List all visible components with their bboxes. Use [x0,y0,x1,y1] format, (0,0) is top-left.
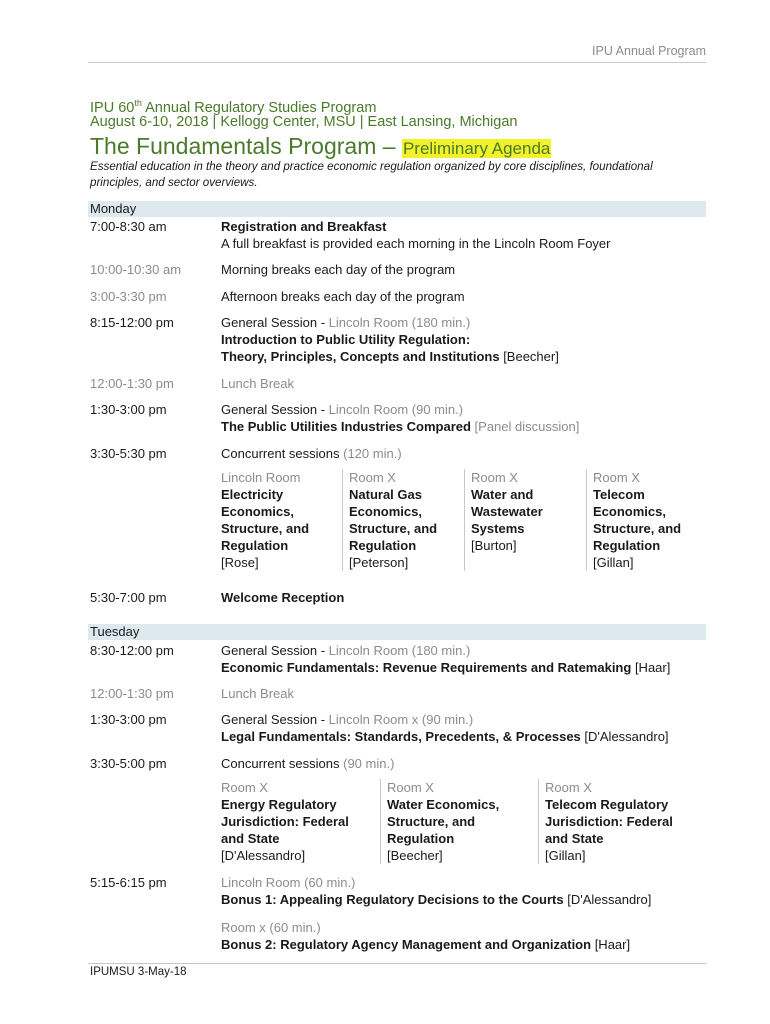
program-title: IPU 60th Annual Regulatory Studies Program [90,98,377,116]
time-slot: 3:30-5:00 pm [90,756,167,771]
day-header-monday: Monday [88,201,706,217]
agenda-item: Lincoln Room (60 min.) Bonus 1: Appealing Regulatory Decisions to the Courts [D'Alessandro] [221,875,652,907]
time-slot: 12:00-1:30 pm [90,376,174,391]
agenda-item: General Session - Lincoln Room x (90 min.) Legal Fundamentals: Standards, Precedents, & Processes [D'Alessandro] [221,712,669,744]
time-slot: 12:00-1:30 pm [90,686,174,701]
agenda-item: Afternoon breaks each day of the program [221,289,465,304]
time-slot: 5:15-6:15 pm [90,875,167,890]
agenda-item: Morning breaks each day of the program [221,262,456,277]
running-header: IPU Annual Program [88,44,706,63]
session-column: Room X Water Economics, Structure, and Regulation [Beecher] [380,779,538,864]
agenda-item: Registration and Breakfast A full breakfast is provided each morning in the Lincoln Room Foyer [221,219,611,251]
session-column: Room X Water and Wastewater Systems [Burton] [464,469,586,571]
agenda-item: Concurrent sessions (90 min.) [221,756,395,771]
session-column: Room X Natural Gas Economics, Structure, and Regulation [Peterson] [342,469,464,571]
agenda-item: Lunch Break [221,376,294,391]
time-slot: 8:30-12:00 pm [90,643,174,658]
preliminary-agenda-highlight: Preliminary Agenda [402,139,551,158]
agenda-item: Lunch Break [221,686,294,701]
agenda-item: General Session - Lincoln Room (90 min.) The Public Utilities Industries Compared [Panel discussion] [221,402,580,434]
session-column: Room X Telecom Regulatory Jurisdiction: Federal and State [Gillan] [538,779,701,864]
footer-divider [88,963,706,964]
agenda-item: Welcome Reception [221,590,345,605]
time-slot: 5:30-7:00 pm [90,590,167,605]
session-column: Room X Energy Regulatory Jurisdiction: Federal and State [D'Alessandro] [221,780,349,863]
time-slot: 1:30-3:00 pm [90,712,167,727]
agenda-item: General Session - Lincoln Room (180 min.) Introduction to Public Utility Regulation: Theory, Principles, Concepts and Institutions [Beecher] [221,315,559,364]
concurrent-sessions-tuesday [215,779,701,864]
time-slot: 7:00-8:30 am [90,219,167,234]
time-slot: 10:00-10:30 am [90,262,182,277]
concurrent-sessions-monday [215,469,709,571]
main-title: The Fundamentals Program – Preliminary Agenda [90,133,551,159]
time-slot: 3:30-5:30 pm [90,446,167,461]
session-column: Lincoln Room Electricity Economics, Structure, and Regulation [Rose] [221,470,310,570]
time-slot: 8:15-12:00 pm [90,315,174,330]
day-header-tuesday: Tuesday [88,624,706,640]
intro-text: Essential education in the theory and practice economic regulation organized by core disciplines, foundational principles, and sector overviews. [90,160,653,189]
agenda-item: General Session - Lincoln Room (180 min.) Economic Fundamentals: Revenue Requirements and Ratemaking [Haar] [221,643,671,675]
agenda-item: Concurrent sessions (120 min.) [221,446,402,461]
session-column: Room X Telecom Economics, Structure, and Regulation [Gillan] [586,469,709,571]
program-subtitle: August 6-10, 2018 | Kellogg Center, MSU | East Lansing, Michigan [90,114,518,130]
agenda-item: Room x (60 min.) Bonus 2: Regulatory Agency Management and Organization [Haar] [221,920,631,952]
time-slot: 1:30-3:00 pm [90,402,167,417]
time-slot: 3:00-3:30 pm [90,289,167,304]
footer-text: IPUMSU 3-May-18 [90,966,187,978]
